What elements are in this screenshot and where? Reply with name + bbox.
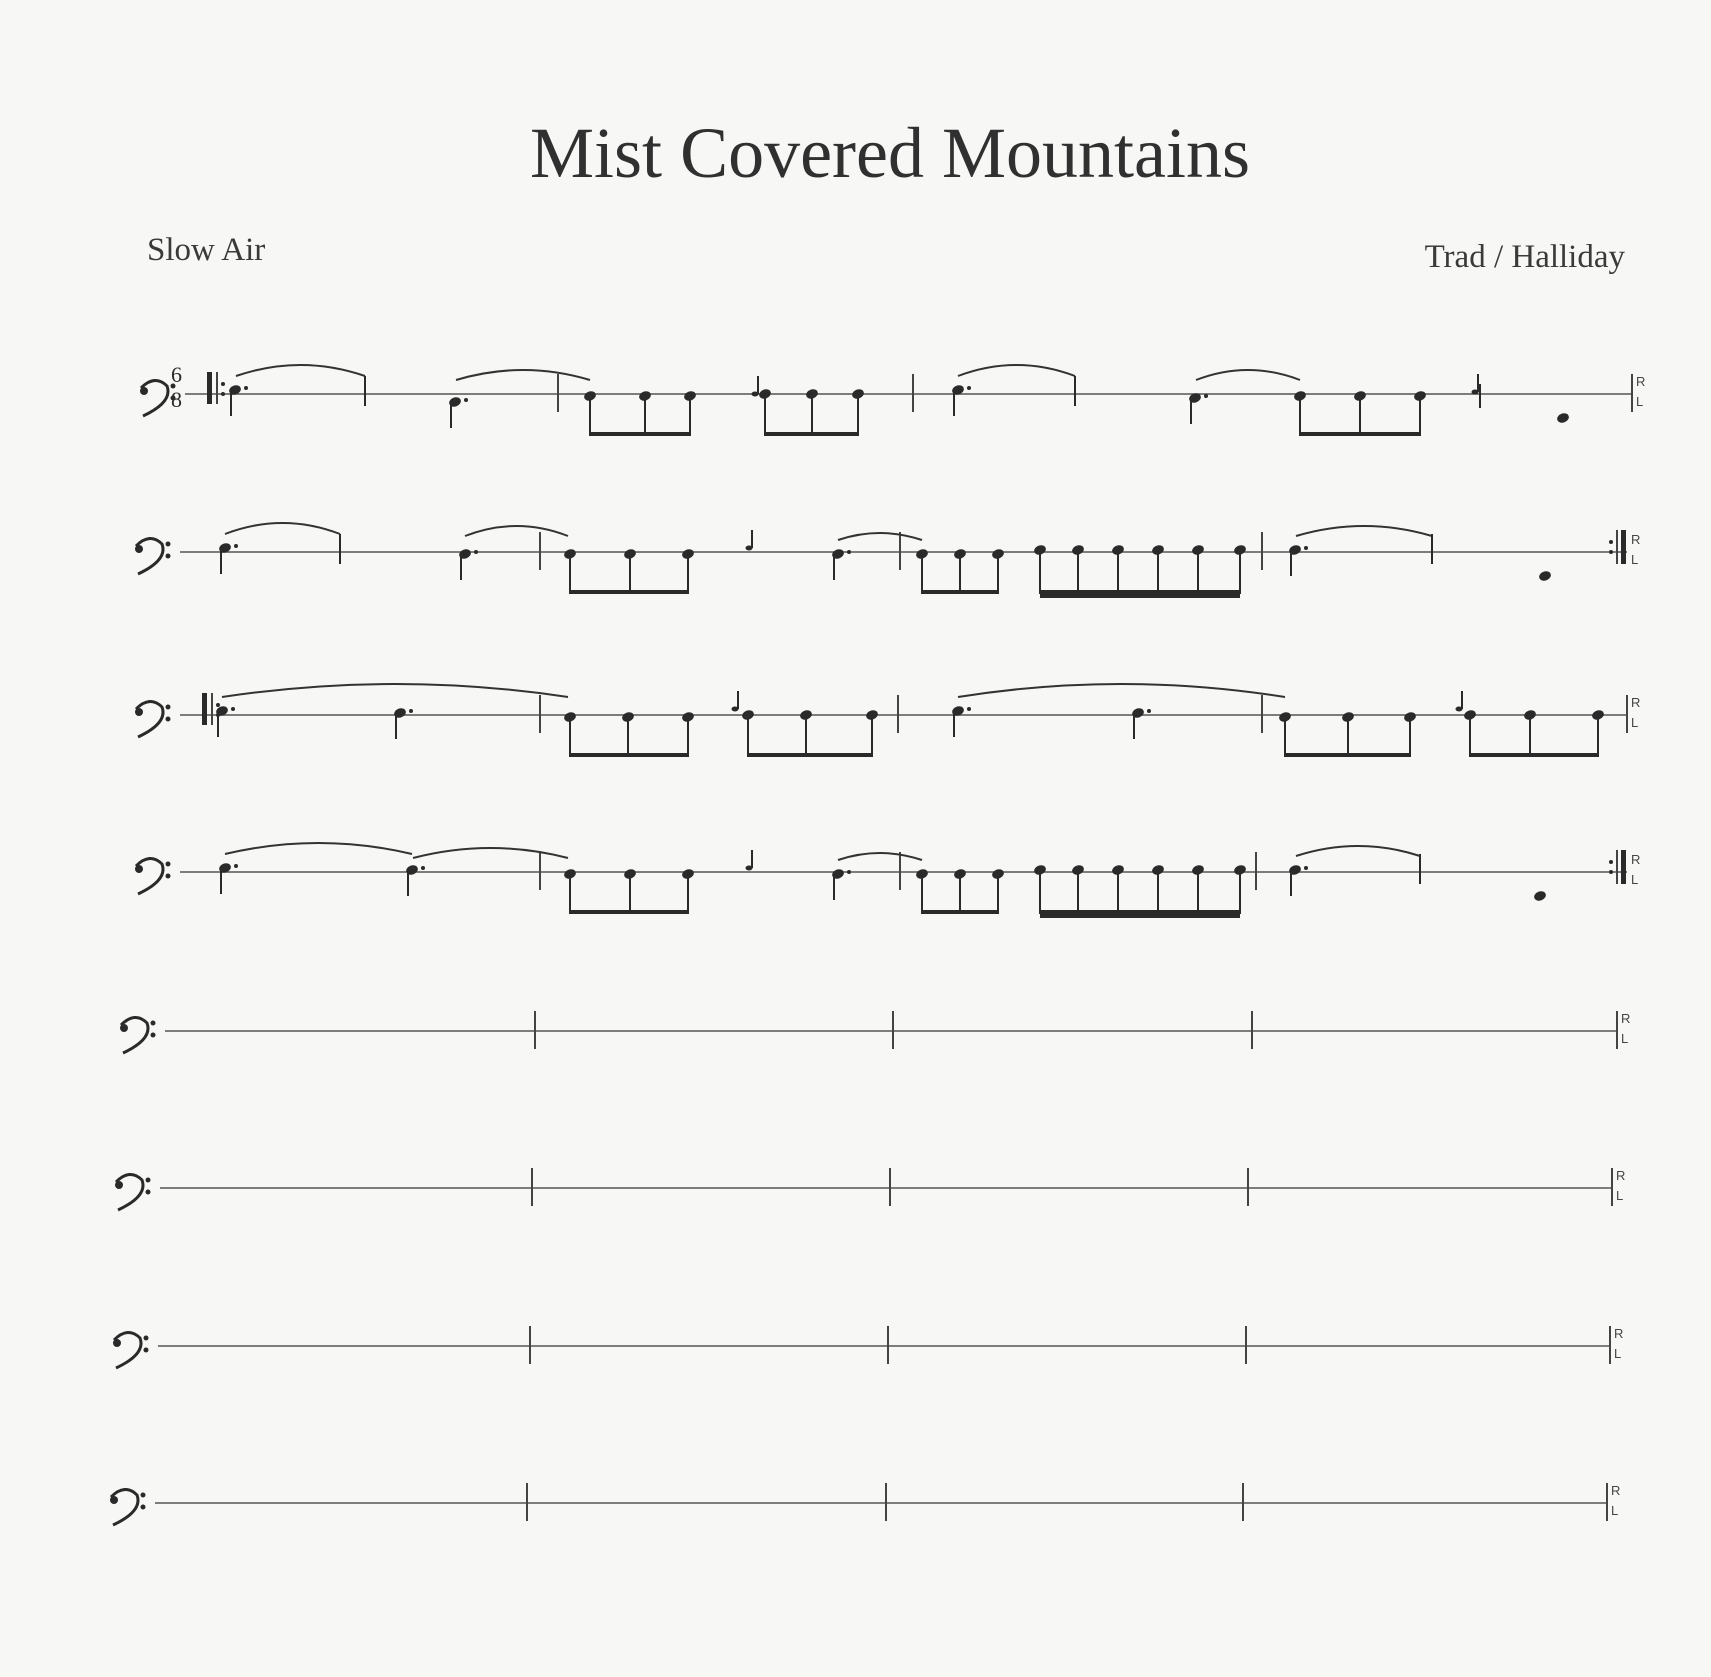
note-head [851, 388, 865, 401]
note-head [1111, 544, 1125, 557]
music-system [130, 843, 1640, 918]
bass-clef-dot [166, 554, 171, 559]
slur [225, 523, 340, 534]
repeat-end-thick [1621, 530, 1626, 564]
right-hand-label: R [1636, 374, 1646, 389]
grace-note [732, 707, 739, 712]
bass-clef-dot [113, 1339, 121, 1347]
note-beam [922, 910, 998, 914]
bass-clef-shape [114, 1332, 141, 1368]
repeat-dot [1609, 860, 1613, 864]
note-head [953, 868, 967, 881]
right-hand-label: R [1631, 695, 1641, 710]
left-hand-label: L [1636, 394, 1644, 409]
slur [1196, 370, 1300, 380]
bass-clef-dot [135, 865, 143, 873]
right-hand-label: R [1631, 532, 1641, 547]
bass-clef-dot [120, 1024, 128, 1032]
note-head [621, 711, 635, 724]
music-system [130, 684, 1640, 757]
right-hand-label: R [1611, 1483, 1621, 1498]
augmentation-dot [421, 866, 425, 870]
bass-clef-dot [135, 708, 143, 716]
repeat-start-thick [202, 693, 207, 725]
note-beam [1040, 910, 1240, 918]
note-head [1033, 544, 1047, 557]
bass-clef-dot [140, 387, 148, 395]
tempo-marking: Slow Air [147, 232, 266, 268]
empty-system [110, 1162, 1625, 1216]
bass-clef-shape [136, 701, 163, 737]
note-beam [570, 910, 688, 914]
note-head [1533, 890, 1547, 903]
bass-clef-shape [121, 1017, 148, 1053]
note-head [683, 390, 697, 403]
note-head [1591, 709, 1605, 722]
note-head [583, 390, 597, 403]
dotted-note [393, 707, 407, 720]
note-head [953, 548, 967, 561]
slur [1296, 526, 1432, 536]
note-beam [1300, 432, 1420, 436]
note-head [1071, 544, 1085, 557]
right-hand-label: R [1631, 852, 1641, 867]
empty-system [105, 1477, 1620, 1531]
note-head [638, 390, 652, 403]
note-head [1413, 390, 1427, 403]
note-head [1353, 390, 1367, 403]
bass-clef-dot [144, 1336, 149, 1341]
left-hand-label: L [1631, 715, 1639, 730]
bass-clef-shape [111, 1489, 138, 1525]
note-head [991, 868, 1005, 881]
bass-clef-dot [166, 705, 171, 710]
bass-clef-dot [144, 1348, 149, 1353]
note-head [623, 868, 637, 881]
note-head [741, 709, 755, 722]
bass-clef-dot [115, 1181, 123, 1189]
bass-clef-dot [166, 874, 171, 879]
augmentation-dot [1304, 866, 1308, 870]
slur [236, 365, 365, 376]
note-beam [1470, 753, 1598, 757]
note-head [1191, 544, 1205, 557]
bass-clef-dot [166, 862, 171, 867]
note-beam [590, 432, 690, 436]
note-head [1233, 544, 1247, 557]
empty-system [108, 1320, 1623, 1374]
augmentation-dot [234, 864, 238, 868]
augmentation-dot [409, 709, 413, 713]
slur [838, 853, 922, 860]
bass-clef-dot [135, 545, 143, 553]
note-head [805, 388, 819, 401]
slur [838, 533, 922, 540]
note-head [1293, 390, 1307, 403]
page-title: Mist Covered Mountains [530, 113, 1250, 193]
repeat-end-thick [1621, 850, 1626, 884]
augmentation-dot [231, 707, 235, 711]
bass-clef-dot [151, 1021, 156, 1026]
left-hand-label: L [1631, 872, 1639, 887]
bass-clef-shape [141, 380, 168, 416]
note-head [563, 711, 577, 724]
note-head [681, 711, 695, 724]
repeat-dot [221, 392, 225, 396]
right-hand-label: R [1621, 1011, 1631, 1026]
music-system [130, 523, 1640, 598]
repeat-dot [221, 382, 225, 386]
augmentation-dot [464, 398, 468, 402]
note-head [915, 548, 929, 561]
augmentation-dot [474, 550, 478, 554]
empty-system [115, 1005, 1630, 1059]
note-head [563, 548, 577, 561]
augmentation-dot [847, 870, 851, 874]
repeat-start-thick [207, 372, 212, 404]
augmentation-dot [847, 550, 851, 554]
bass-clef-dot [110, 1496, 118, 1504]
bass-clef-shape [136, 538, 163, 574]
augmentation-dot [967, 386, 971, 390]
dotted-note [1288, 544, 1302, 557]
note-head [1191, 864, 1205, 877]
note-head [1556, 412, 1570, 425]
note-head [623, 548, 637, 561]
dotted-note [831, 548, 845, 561]
left-hand-label: L [1616, 1188, 1624, 1203]
dotted-note [831, 868, 845, 881]
note-head [1111, 864, 1125, 877]
note-head [991, 548, 1005, 561]
note-head [1341, 711, 1355, 724]
note-head [1071, 864, 1085, 877]
bass-clef-dot [166, 717, 171, 722]
bass-clef-dot [141, 1505, 146, 1510]
left-hand-label: L [1621, 1031, 1629, 1046]
augmentation-dot [234, 544, 238, 548]
note-beam [748, 753, 872, 757]
augmentation-dot [1204, 394, 1208, 398]
note-head [563, 868, 577, 881]
dotted-note [458, 548, 472, 561]
bass-clef-shape [116, 1174, 143, 1210]
bass-clef-dot [146, 1190, 151, 1195]
grace-note [746, 866, 753, 871]
note-head [1538, 570, 1552, 583]
note-head [799, 709, 813, 722]
note-head [1233, 864, 1247, 877]
dotted-note [448, 396, 462, 409]
grace-note [752, 392, 759, 397]
slur [1296, 846, 1420, 856]
bass-clef-shape [136, 858, 163, 894]
left-hand-label: L [1614, 1346, 1622, 1361]
note-head [1463, 709, 1477, 722]
grace-note [1456, 707, 1463, 712]
repeat-dot [216, 703, 220, 707]
note-beam [570, 753, 688, 757]
repeat-dot [1609, 540, 1613, 544]
augmentation-dot [967, 707, 971, 711]
augmentation-dot [244, 386, 248, 390]
right-hand-label: R [1614, 1326, 1624, 1341]
note-head [1033, 864, 1047, 877]
note-head [681, 868, 695, 881]
music-system [135, 362, 1645, 436]
note-beam [1285, 753, 1410, 757]
slur [958, 684, 1285, 697]
note-head [1151, 864, 1165, 877]
composer-credit: Trad / Halliday [1424, 239, 1625, 275]
dotted-note [1131, 707, 1145, 720]
bass-clef-dot [151, 1033, 156, 1038]
slur [465, 526, 568, 536]
slur [222, 684, 568, 697]
left-hand-label: L [1611, 1503, 1619, 1518]
left-hand-label: L [1631, 552, 1639, 567]
augmentation-dot [1147, 709, 1151, 713]
repeat-dot [1609, 550, 1613, 554]
bass-clef-dot [146, 1178, 151, 1183]
note-beam [1040, 590, 1240, 598]
note-beam [570, 590, 688, 594]
slur [958, 365, 1075, 376]
slur [225, 843, 412, 854]
grace-note [746, 546, 753, 551]
note-head [1523, 709, 1537, 722]
note-head [1403, 711, 1417, 724]
repeat-dot [1609, 870, 1613, 874]
note-head [1278, 711, 1292, 724]
note-head [865, 709, 879, 722]
note-head [758, 388, 772, 401]
slur [456, 370, 590, 380]
dotted-note [1288, 864, 1302, 877]
note-beam [922, 590, 998, 594]
note-head [681, 548, 695, 561]
grace-note [1472, 390, 1479, 395]
time-signature-numerator: 6 [171, 362, 182, 387]
note-head [1151, 544, 1165, 557]
bass-clef-dot [141, 1493, 146, 1498]
note-head [915, 868, 929, 881]
bass-clef-dot [166, 542, 171, 547]
note-beam [765, 432, 858, 436]
right-hand-label: R [1616, 1168, 1626, 1183]
dotted-note [405, 864, 419, 877]
augmentation-dot [1304, 546, 1308, 550]
slur [413, 848, 568, 858]
time-signature-denominator: 8 [171, 387, 182, 412]
